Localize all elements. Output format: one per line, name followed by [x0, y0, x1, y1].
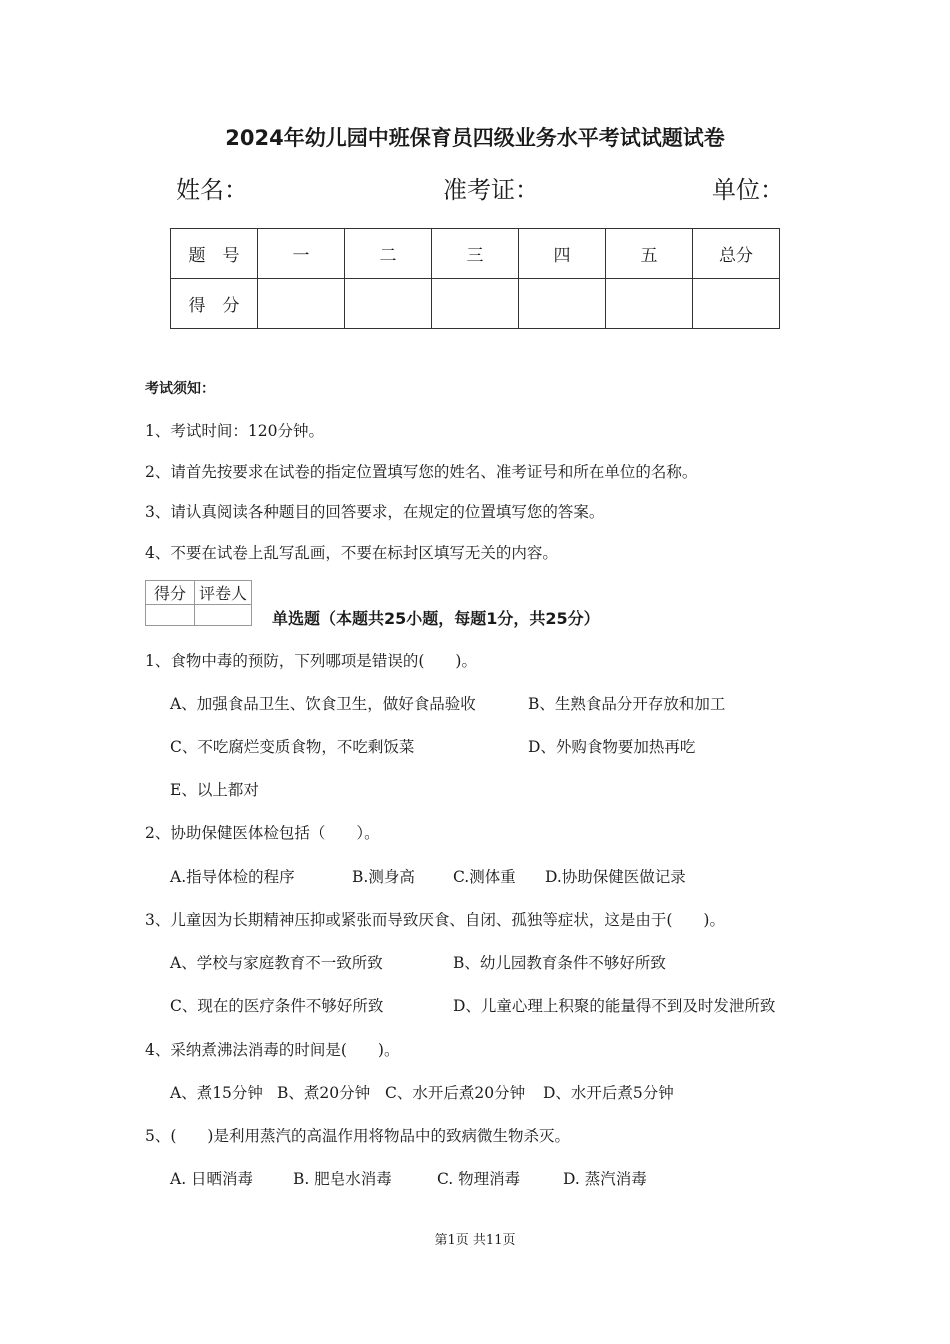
question-option: E、以上都对 [170, 781, 259, 799]
question-stem: 5、( )是利用蒸汽的高温作用将物品中的致病微生物杀灭。 [145, 1127, 570, 1145]
question-option: C、水开后煮20分钟 [385, 1084, 526, 1102]
question-option: D.协助保健医做记录 [545, 868, 686, 886]
question-option: C、不吃腐烂变质食物，不吃剩饭菜 [170, 738, 415, 756]
score-table-score-row [171, 279, 780, 329]
question-stem: 3、儿童因为长期精神压抑或紧张而导致厌食、自闭、孤独等症状，这是由于( )。 [145, 911, 725, 929]
grader-score-label: 得分 [146, 581, 195, 605]
score-table-header-cell: 五 [606, 229, 693, 279]
notice-item: 4、不要在试卷上乱写乱画，不要在标封区填写无关的内容。 [145, 544, 558, 562]
score-table-header-cell: 题 号 [171, 229, 258, 279]
page-title: 2024年幼儿园中班保育员四级业务水平考试试题试卷 [225, 126, 725, 150]
score-cell[interactable] [519, 279, 606, 329]
score-cell[interactable] [345, 279, 432, 329]
question-option: C、现在的医疗条件不够好所致 [170, 997, 384, 1015]
grader-name-cell[interactable] [195, 605, 252, 626]
score-table-header-cell: 三 [432, 229, 519, 279]
question-stem: 1、食物中毒的预防，下列哪项是错误的( )。 [145, 652, 477, 670]
exam-id-label: 准考证： [443, 176, 539, 204]
unit-label: 单位： [712, 176, 784, 204]
score-table-header-cell: 一 [258, 229, 345, 279]
score-table-header-cell: 四 [519, 229, 606, 279]
notice-item: 2、请首先按要求在试卷的指定位置填写您的姓名、准考证号和所在单位的名称。 [145, 463, 698, 481]
question-option: C. 物理消毒 [437, 1170, 521, 1188]
score-cell[interactable] [258, 279, 345, 329]
question-option: B、煮20分钟 [277, 1084, 371, 1102]
question-option: A、煮15分钟 [170, 1084, 263, 1102]
score-table [170, 228, 780, 329]
score-cell[interactable] [693, 279, 780, 329]
page-footer: 第1页 共11页 [434, 1233, 516, 1248]
question-stem: 2、协助保健医体检包括（ ）。 [145, 824, 380, 842]
question-option: A、学校与家庭教育不一致所致 [170, 954, 383, 972]
question-stem: 4、采纳煮沸法消毒的时间是( )。 [145, 1041, 400, 1059]
score-table-header-cell: 二 [345, 229, 432, 279]
notice-item: 1、考试时间：120分钟。 [145, 422, 324, 440]
name-label: 姓名： [176, 176, 248, 204]
section-title: 单选题（本题共25小题，每题1分，共25分） [272, 609, 600, 628]
question-option: B.测身高 [352, 868, 415, 886]
score-table-header-cell: 总分 [693, 229, 780, 279]
question-option: B、幼儿园教育条件不够好所致 [453, 954, 666, 972]
question-option: D、水开后煮5分钟 [543, 1084, 674, 1102]
score-row-label: 得 分 [171, 279, 258, 329]
question-option: B、生熟食品分开存放和加工 [528, 695, 726, 713]
score-cell[interactable] [606, 279, 693, 329]
question-option: C.测体重 [453, 868, 516, 886]
question-option: D、外购食物要加热再吃 [528, 738, 696, 756]
question-option: D. 蒸汽消毒 [563, 1170, 647, 1188]
grader-box [145, 580, 252, 626]
score-table-header-row [171, 229, 780, 279]
question-option: A.指导体检的程序 [170, 868, 295, 886]
question-option: B. 肥皂水消毒 [293, 1170, 392, 1188]
score-cell[interactable] [432, 279, 519, 329]
notice-item: 3、请认真阅读各种题目的回答要求，在规定的位置填写您的答案。 [145, 503, 605, 521]
question-option: A、加强食品卫生、饮食卫生，做好食品验收 [170, 695, 476, 713]
question-option: A. 日晒消毒 [170, 1170, 254, 1188]
question-option: D、儿童心理上积聚的能量得不到及时发泄所致 [453, 997, 776, 1015]
grader-score-cell[interactable] [146, 605, 195, 626]
grader-name-label: 评卷人 [195, 581, 252, 605]
notice-heading: 考试须知： [145, 381, 215, 397]
